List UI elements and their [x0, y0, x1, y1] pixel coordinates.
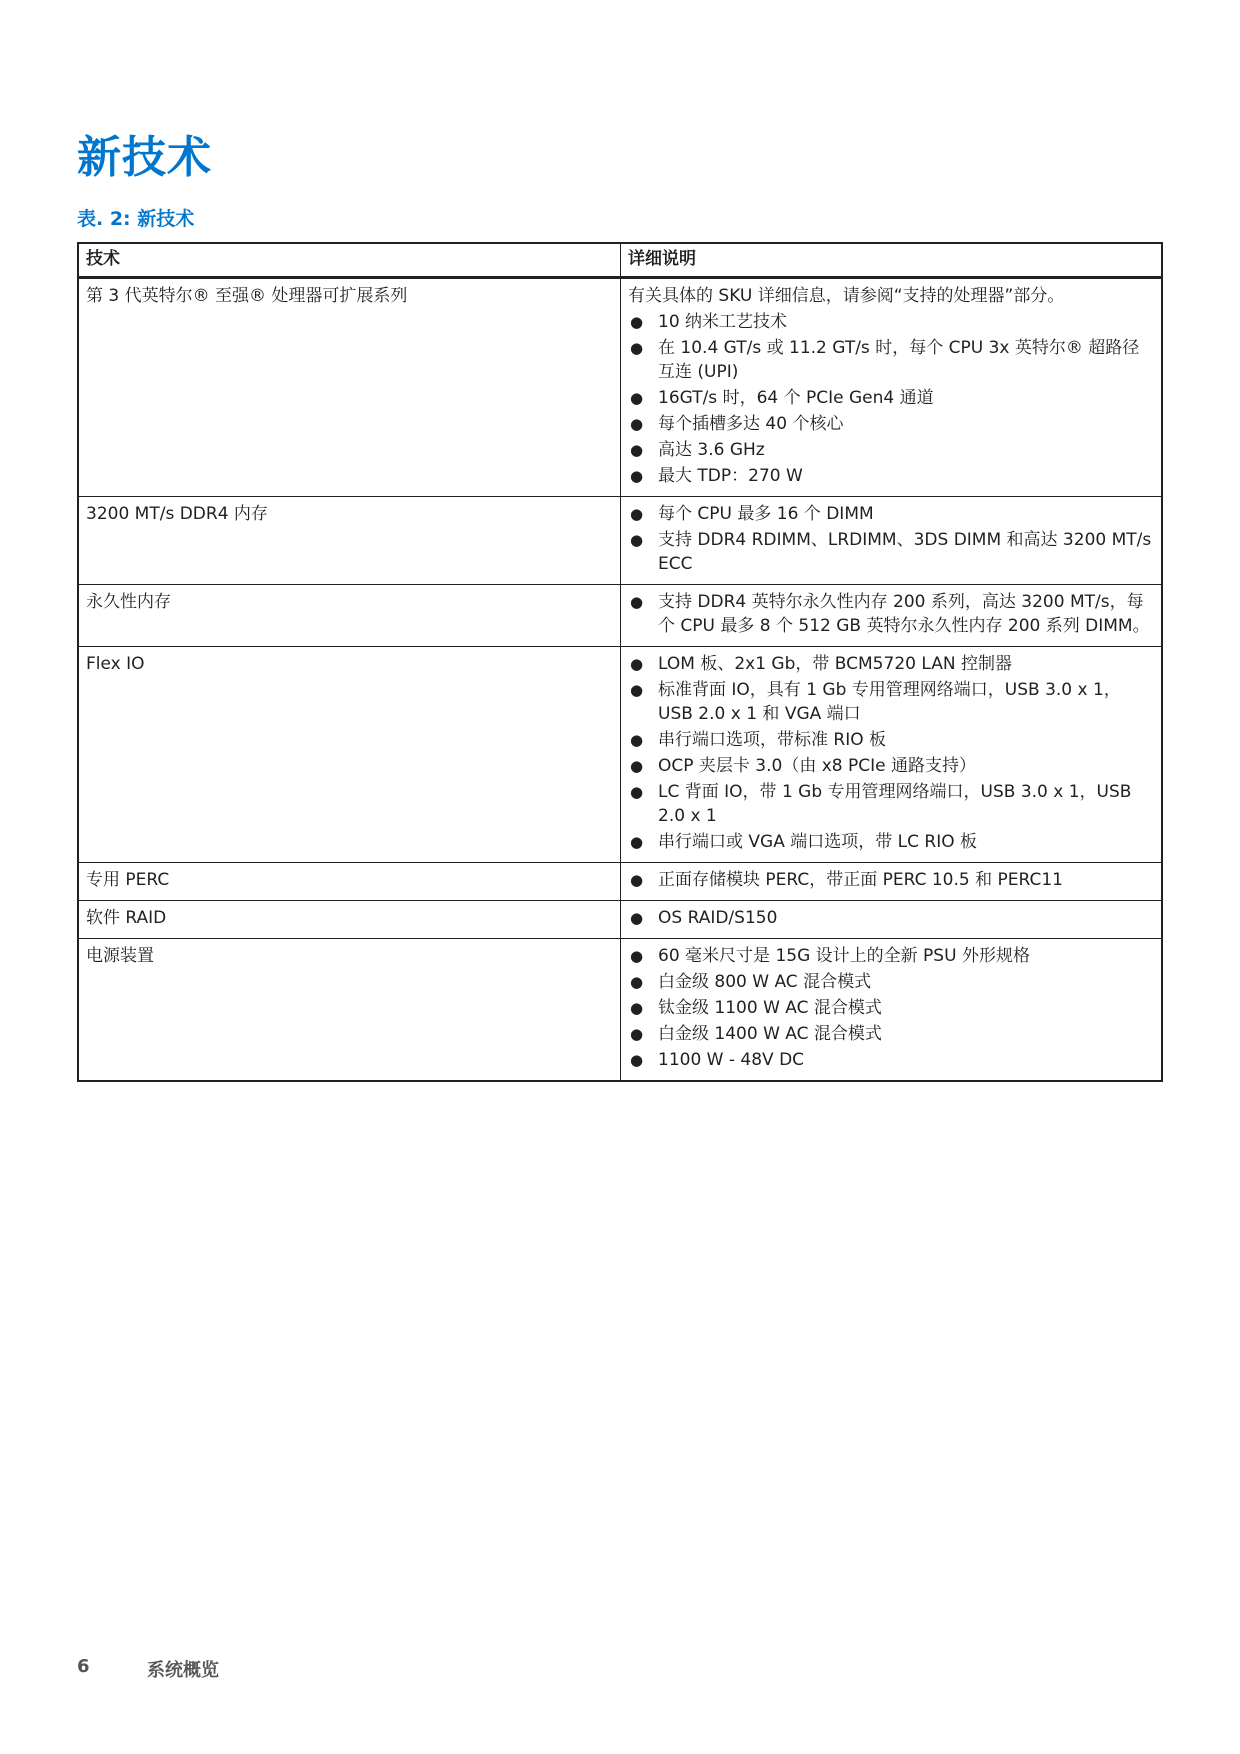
table-row: [78, 939, 1162, 1082]
list-item: [628, 464, 1154, 488]
bullet-icon: ●: [630, 909, 644, 927]
bullet-icon: ●: [630, 655, 644, 673]
list-item-text: 最大 TDP：270 W: [658, 466, 803, 486]
list-item-text: 1100 W - 48V DC: [658, 1050, 805, 1070]
list-item-text: 白金级 800 W AC 混合模式: [658, 972, 872, 992]
list-item-text: 每个 CPU 最多 16 个 DIMM: [658, 504, 874, 524]
bullet-icon: ●: [630, 505, 644, 523]
details-cell: [621, 278, 1163, 497]
list-item: [628, 1048, 1154, 1072]
details-cell: [621, 939, 1163, 1082]
list-item: [628, 386, 1154, 410]
list-item: [628, 412, 1154, 436]
details-list: [628, 310, 1154, 488]
bullet-icon: ●: [630, 441, 644, 459]
list-item-text: 支持 DDR4 英特尔永久性内存 200 系列，高达 3200 MT/s，每个 CPU 最多 8 个 512 GB 英特尔永久性内存 200 系列 DIMM。: [658, 592, 1150, 636]
bullet-icon: ●: [630, 757, 644, 775]
list-item-text: 串行端口选项，带标准 RIO 板: [658, 730, 887, 750]
bullet-icon: ●: [630, 999, 644, 1017]
bullet-icon: ●: [630, 681, 644, 699]
list-item: [628, 1022, 1154, 1046]
list-item-text: 正面存储模块 PERC，带正面 PERC 10.5 和 PERC11: [658, 870, 1063, 890]
bullet-icon: ●: [630, 833, 644, 851]
column-header-technology: 技术: [78, 243, 621, 278]
technology-cell: 永久性内存: [78, 585, 621, 647]
list-item-text: 60 毫米尺寸是 15G 设计上的全新 PSU 外形规格: [658, 946, 1030, 966]
table-header-row: [78, 243, 1162, 278]
column-header-details: 详细说明: [621, 243, 1163, 278]
bullet-icon: ●: [630, 313, 644, 331]
list-item-text: OS RAID/S150: [658, 908, 778, 928]
list-item: [628, 868, 1154, 892]
list-item: [628, 336, 1154, 384]
details-cell: [621, 901, 1163, 939]
list-item: [628, 754, 1154, 778]
new-technologies-table: [77, 242, 1163, 1082]
list-item: [628, 970, 1154, 994]
list-item-text: 10 纳米工艺技术: [658, 312, 788, 332]
details-list: [628, 944, 1154, 1072]
list-item-text: LOM 板、2x1 Gb，带 BCM5720 LAN 控制器: [658, 654, 1012, 674]
bullet-icon: ●: [630, 389, 644, 407]
list-item: [628, 830, 1154, 854]
bullet-icon: ●: [630, 339, 644, 357]
list-item-text: LC 背面 IO，带 1 Gb 专用管理网络端口，USB 3.0 x 1，USB 2.0 x 1: [658, 782, 1132, 826]
list-item: [628, 528, 1154, 576]
list-item-text: 支持 DDR4 RDIMM、LRDIMM、3DS DIMM 和高达 3200 MT/s ECC: [658, 530, 1152, 574]
list-item-text: 16GT/s 时，64 个 PCIe Gen4 通道: [658, 388, 934, 408]
table-row: [78, 901, 1162, 939]
list-item-text: 高达 3.6 GHz: [658, 440, 765, 460]
details-cell: [621, 497, 1163, 585]
bullet-icon: ●: [630, 593, 644, 611]
table-caption: 表. 2: 新技术: [77, 208, 195, 230]
details-cell: [621, 863, 1163, 901]
list-item-text: 钛金级 1100 W AC 混合模式: [658, 998, 882, 1018]
bullet-icon: ●: [630, 415, 644, 433]
list-item: [628, 944, 1154, 968]
technology-cell: 电源装置: [78, 939, 621, 1082]
table-row: [78, 647, 1162, 863]
list-item: [628, 780, 1154, 828]
page-number: 6: [77, 1656, 90, 1677]
bullet-icon: ●: [630, 871, 644, 889]
page-title: 新技术: [77, 132, 212, 183]
footer-section-title: 系统概览: [147, 1660, 219, 1681]
list-item: [628, 996, 1154, 1020]
table-row: [78, 863, 1162, 901]
details-list: [628, 906, 1154, 930]
technology-cell: 第 3 代英特尔® 至强® 处理器可扩展系列: [78, 278, 621, 497]
technology-cell: 专用 PERC: [78, 863, 621, 901]
details-cell: [621, 647, 1163, 863]
list-item-text: OCP 夹层卡 3.0（由 x8 PCIe 通路支持）: [658, 756, 977, 776]
list-item-text: 每个插槽多达 40 个核心: [658, 414, 844, 434]
list-item: [628, 906, 1154, 930]
bullet-icon: ●: [630, 1025, 644, 1043]
bullet-icon: ●: [630, 467, 644, 485]
list-item: [628, 652, 1154, 676]
list-item: [628, 438, 1154, 462]
list-item-text: 标准背面 IO，具有 1 Gb 专用管理网络端口，USB 3.0 x 1，USB 2.0 x 1 和 VGA 端口: [658, 680, 1121, 724]
details-list: [628, 590, 1154, 638]
list-item: [628, 590, 1154, 638]
technology-cell: Flex IO: [78, 647, 621, 863]
details-cell: [621, 585, 1163, 647]
details-list: [628, 652, 1154, 854]
list-item-text: 串行端口或 VGA 端口选项，带 LC RIO 板: [658, 832, 977, 852]
technology-cell: 软件 RAID: [78, 901, 621, 939]
table-row: [78, 278, 1162, 497]
list-item: [628, 678, 1154, 726]
details-list: [628, 868, 1154, 892]
list-item-text: 白金级 1400 W AC 混合模式: [658, 1024, 882, 1044]
bullet-icon: ●: [630, 731, 644, 749]
bullet-icon: ●: [630, 947, 644, 965]
bullet-icon: ●: [630, 531, 644, 549]
bullet-icon: ●: [630, 1051, 644, 1069]
technology-cell: 3200 MT/s DDR4 内存: [78, 497, 621, 585]
bullet-icon: ●: [630, 783, 644, 801]
details-intro: 有关具体的 SKU 详细信息，请参阅“支持的处理器”部分。: [628, 286, 1065, 306]
bullet-icon: ●: [630, 973, 644, 991]
table-row: [78, 585, 1162, 647]
list-item: [628, 502, 1154, 526]
list-item: [628, 310, 1154, 334]
list-item-text: 在 10.4 GT/s 或 11.2 GT/s 时，每个 CPU 3x 英特尔® 超路径互连 (UPI): [658, 338, 1140, 382]
table-row: [78, 497, 1162, 585]
details-list: [628, 502, 1154, 576]
list-item: [628, 728, 1154, 752]
